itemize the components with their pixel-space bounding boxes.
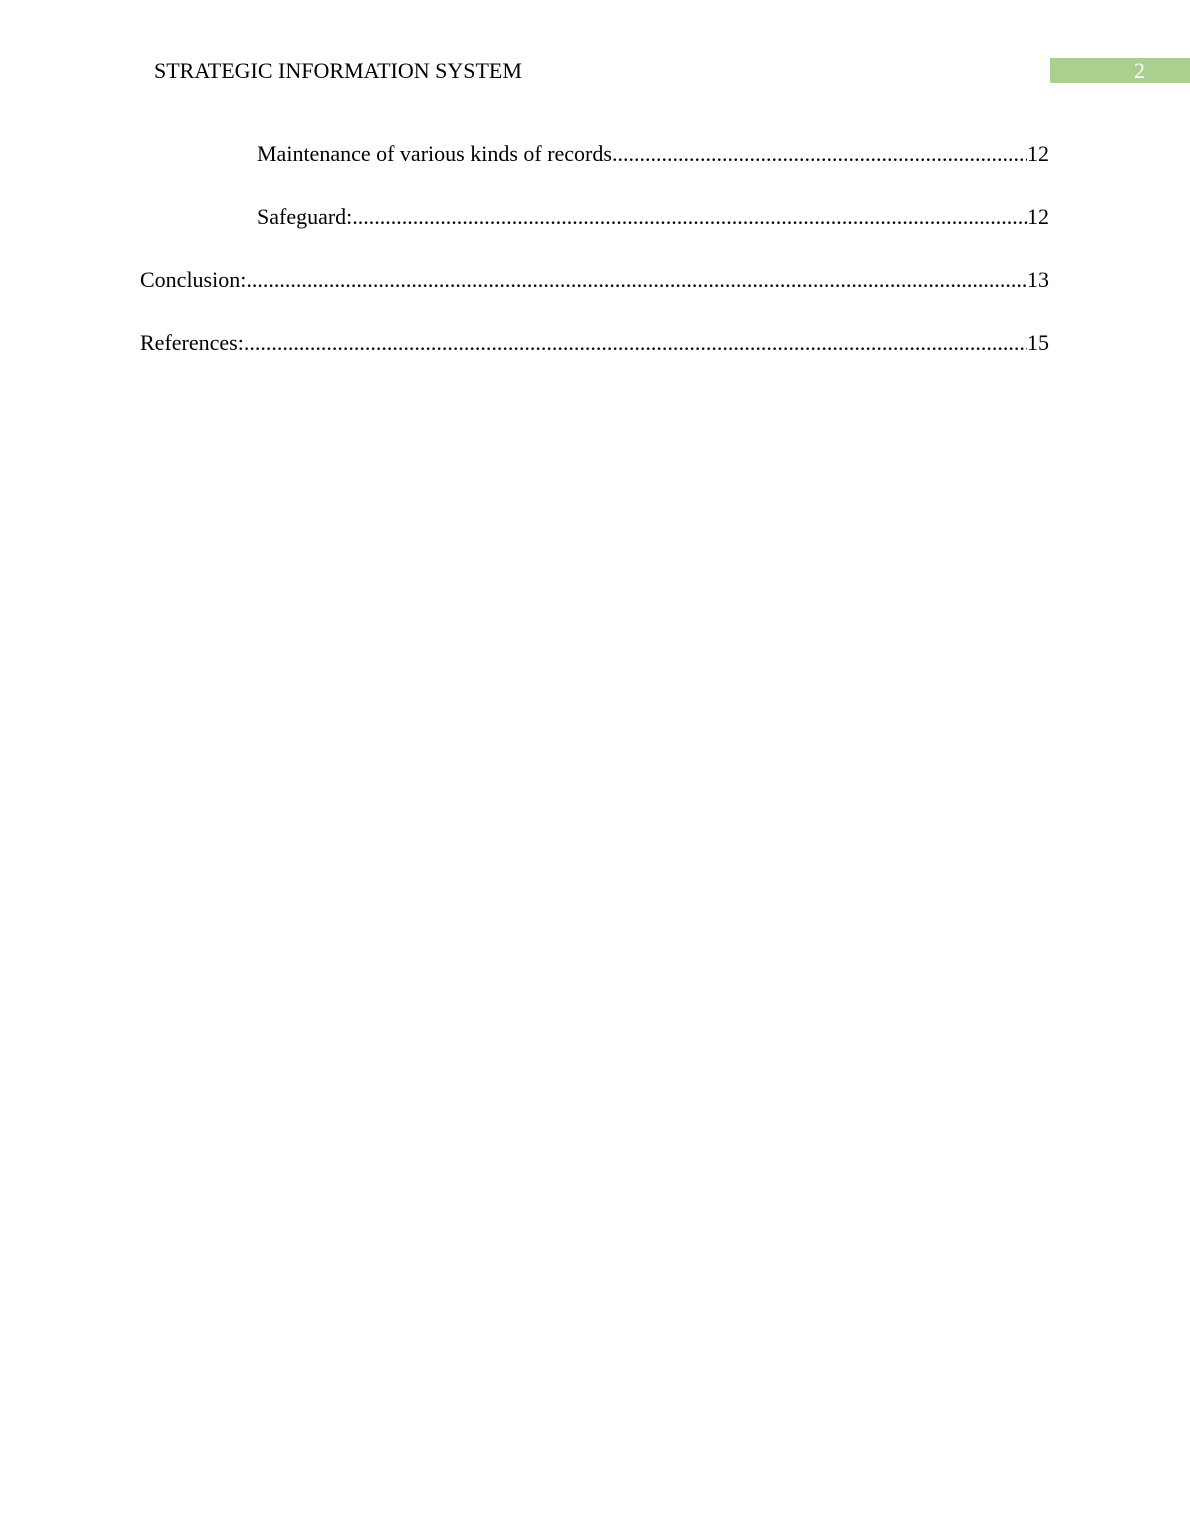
toc-entry-conclusion[interactable] (140, 266, 1049, 294)
toc-dot-leader (244, 329, 1027, 357)
page-number-badge: 2 (1050, 58, 1190, 83)
toc-entry-page: 12 (1027, 204, 1049, 229)
toc-entry-page: 15 (1027, 330, 1049, 355)
toc-entry-references[interactable] (140, 329, 1049, 357)
toc-entry-label: Maintenance of various kinds of records (257, 141, 612, 166)
toc-dot-leader (352, 203, 1027, 231)
toc-entry-maintenance-records[interactable] (257, 140, 1049, 168)
toc-entry-label: References: (140, 330, 244, 355)
toc-entry-label: Conclusion: (140, 267, 247, 292)
toc-entry-safeguard[interactable] (257, 203, 1049, 231)
toc-entry-page: 13 (1027, 267, 1049, 292)
toc-entry-page: 12 (1027, 141, 1049, 166)
running-head: STRATEGIC INFORMATION SYSTEM (154, 58, 522, 83)
toc-dot-leader (246, 266, 1027, 294)
toc-dot-leader (612, 140, 1027, 168)
toc-entry-label: Safeguard: (257, 204, 353, 229)
